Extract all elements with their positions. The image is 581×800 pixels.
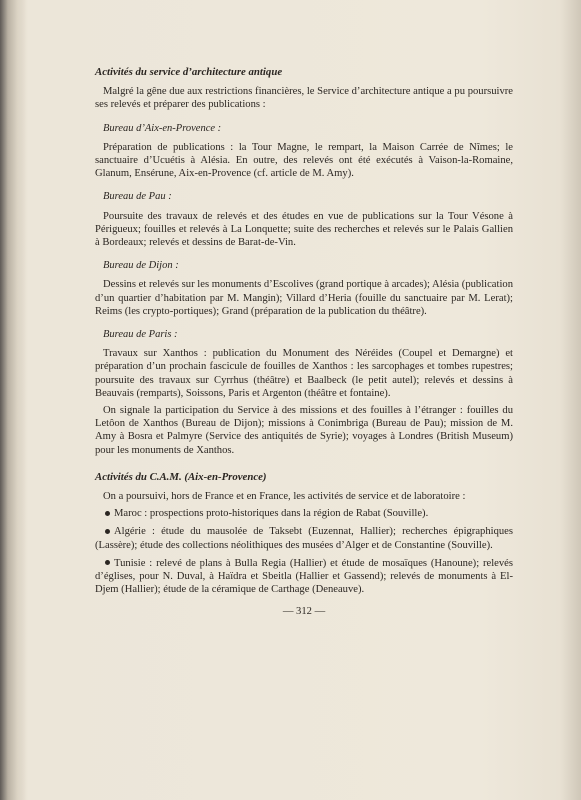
section-intro-cam: On a poursuivi, hors de France et en France, les activités de service et de laboratoire :: [103, 491, 466, 503]
bureau-heading-pau: Bureau de Pau :: [103, 191, 172, 203]
list-item-maroc: [95, 507, 513, 520]
bureau-heading-aix: Bureau d’Aix-en-Provence :: [103, 122, 222, 134]
bureau-paragraph-pau: Poursuite des travaux de relevés et des études en vue de publications sur la Tour Vésone à Périgueux; fouilles et relevés à La Lonquette; suite des recherches et relevés sur le Palais Gallien à Bordeaux; relevés et dessins de Barat-de-Vin.: [95, 210, 513, 249]
list-item-text: Tunisie : relevé de plans à Bulla Regia (Hallier) et étude de mosaïques (Hanoune); relevés d’églises, pour N. Duval, à Haïdra et Sbeitla (Hallier et Gassend); relevés de monuments à El-Djem (Hallier); étude de la céramique de Carthage (Deneauve).: [95, 557, 513, 596]
section-intro-architecture: Malgré la gêne due aux restrictions financières, le Service d’architecture antique a pu poursuivre ses relevés et préparer des publications :: [95, 86, 513, 111]
list-item-text: Maroc : prospections proto-historiques dans la région de Rabat (Souville).: [114, 508, 429, 520]
page-number: — 312 —: [282, 605, 326, 617]
bureau-heading-paris: Bureau de Paris :: [103, 329, 178, 341]
bureau-paragraph-paris-1: Travaux sur Xanthos : publication du Monument des Néréides (Coupel et Demargne) et préparation d’un prochain fascicule de fouilles de Xanthos : les sarcophages et tombes rupestres; poursuite des travaux sur Cyrrhus (théâtre) et Baalbeck (le petit autel); relevés et dessins à Beauvais (remparts), Soissons, Paris et Argenton (théâtre et fontaine).: [95, 348, 513, 399]
bureau-heading-dijon: Bureau de Dijon :: [103, 260, 179, 272]
bullet-icon: [105, 511, 110, 516]
bureau-paragraph-aix: Préparation de publications : la Tour Magne, le rempart, la Maison Carrée de Nîmes; le sanctuaire d’Ucuétis à Alésia. En outre, des relevés ont été exécutés à Vaison-la-Romaine, Glanum, Ensérune, Aix-en-Provence (cf. article de M. Amy).: [95, 141, 513, 180]
bullet-icon: [105, 560, 110, 565]
section-heading-cam: Activités du C.A.M. (Aix-en-Provence): [95, 470, 267, 483]
bullet-icon: [105, 529, 110, 534]
list-item-text: Algérie : étude du mausolée de Taksebt (Euzennat, Hallier); recherches épigraphiques (Lassère); étude des collections néolithiques des musées d’Alger et de Constantine (Souville).: [95, 526, 513, 551]
list-item-tunisie: [95, 557, 513, 597]
list-item-algerie: [95, 525, 513, 551]
bureau-paragraph-paris-2: On signale la participation du Service à des missions et des fouilles à l’étranger : fouilles du Letôon de Xanthos (Bureau de Dijon); missions à Conimbriga (Bureau de Pau); mission de M. Amy à Bosra et Palmyre (Service des antiquités de Syrie); voyages à Londres (British Museum) pour les monuments de Xanthos.: [95, 405, 513, 456]
bureau-paragraph-dijon: Dessins et relevés sur les monuments d’Escolives (grand portique à arcades); Alésia (publication d’un quartier d’habitation par M. Mangin); Villard d’Heria (fouille du sanctuaire par M. Lerat); Reims (les crypto-portiques); Grand (préparation de la publication du théâtre).: [95, 279, 513, 317]
book-binding-shadow: [0, 0, 28, 800]
section-heading-architecture: Activités du service d’architecture antique: [95, 66, 283, 78]
document-page: [95, 66, 513, 618]
